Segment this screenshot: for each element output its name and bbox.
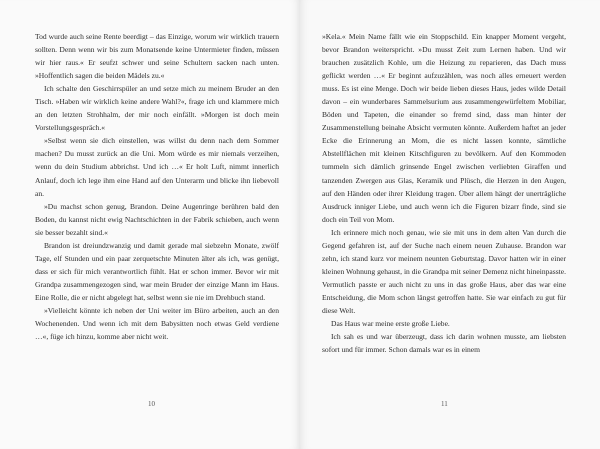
paragraph: »Kela.« Mein Name fällt wie ein Stoppschild. Ein knapper Moment vergeht, bevor Brandon weiterspricht. »Du musst Zeit zum Lernen haben. Und wir brauchen zusätzlich Kohle, um die Heizung zu reparieren, das Dach muss geflickt werden …« Er beginnt aufzuzählen, was noch alles erneuert werden muss. Es ist eine Menge. Doch wir beide lieben dieses Haus, jedes wilde Detail davon – ein wunderbares Sammelsurium aus zusammengewürfeltem Mobiliar, Böden und Tapeten, die einander so fremd sind, dass man hinter der Zusammenstellung beinahe Absicht vermuten könnte. Außerdem haftet an jeder Ecke die Erinnerung an Mom, die es nicht lassen konnte, sämtliche Abstellflächen mit kleinen Kitschfiguren zu bevölkern. Auf den Kommoden tummeln sich dämlich grinsende Engel zwischen verliebten Giraffen und tanzenden Zwergen aus Glas, Keramik und Plüsch, die Herzen in den Augen, auf den Händen oder ihrer Kleidung tragen. Über allem hängt der unerträgliche Ausdruck inniger Liebe, und auch wenn ich die Figuren bizarr finde, sind sie doch ein Teil von Mom. [322, 32, 566, 224]
paragraph: Ich erinnere mich noch genau, wie sie mit uns in dem alten Van durch die Gegend gefahren ist, auf der Suche nach einem neuen Zuhause. Brandon war zehn, ich stand kurz vor meinem neunten Geburtstag. Davor hatten wir in einer kleinen Wohnung gehaust, in die Grandpa mit seiner Demenz nicht hineinpasste. Vermutlich passte er auch nicht zu uns in das große Haus, aber das war eine Entscheidung, die Mom schon längst getroffen hatte. Sie war einfach zu gut für diese Welt. [322, 227, 566, 315]
paragraph: »Du machst schon genug, Brandon. Deine Augenringe berühren bald den Boden, du kannst nicht ewig Nachtschichten in der Fabrik schieben, auch wenn sie besser bezahlt sind.« [35, 201, 279, 237]
paragraph: Ich sah es und war überzeugt, dass ich darin wohnen musste, am liebsten sofort und für immer. Schon damals war es in einem [322, 332, 566, 355]
page-number: 10 [148, 400, 155, 408]
paragraph: »Selbst wenn sie dich einstellen, was willst du denn nach dem Sommer machen? Du musst zurück an die Uni. Mom würde es mir niemals verzeihen, wenn du dein Studium abbrichst. Und ich …« Er holt Luft, nimmt innerlich Anlauf, doch ich lege ihm eine Hand auf den Unterarm und blicke ihn liebevoll an. [35, 136, 279, 198]
paragraph: Ich schalte den Geschirrspüler an und setze mich zu meinem Bruder an den Tisch. »Haben wir wirklich keine andere Wahl?«, frage ich und klammere mich an den letzten Strohhalm, der mir noch einfällt. »Morgen ist doch mein Vorstellungsgespräch.« [35, 84, 279, 133]
page-number: 11 [441, 400, 448, 408]
paragraph: Das Haus war meine erste große Liebe. [331, 319, 450, 329]
right-page-text [322, 30, 566, 356]
left-page-text [35, 30, 279, 343]
paragraph: »Vielleicht könnte ich neben der Uni weiter im Büro arbeiten, auch an den Wochenenden. Und wenn ich mit dem Babysitten noch etwas Geld verdiene …«, füge ich hinzu, komme aber nicht weit. [35, 305, 279, 342]
right-page [300, 0, 600, 449]
paragraph: Tod wurde auch seine Rente beerdigt – das Einzige, worum wir wirklich trauern sollten. Denn wenn wir bis zum Monatsende keine Untermieter finden, müssen wir hier raus.« Er seufzt schwer und seine Schultern sacken nach unten. »Hoffentlich sagen die beiden Mädels zu.« [35, 32, 279, 81]
paragraph: Brandon ist dreiundzwanzig und damit gerade mal siebzehn Monate, zwölf Tage, elf Stunden und ein paar zerquetschte Minuten älter als ich, was genügt, dass er sich für mich verantwortlich fühlt. Hat er schon immer. Bevor wir mit Grandpa zusammengezogen sind, war mein Bruder der einzige Mann im Haus. Eine Rolle, die er nicht abgelegt hat, selbst wenn sie nie im Drehbuch stand. [35, 240, 279, 302]
